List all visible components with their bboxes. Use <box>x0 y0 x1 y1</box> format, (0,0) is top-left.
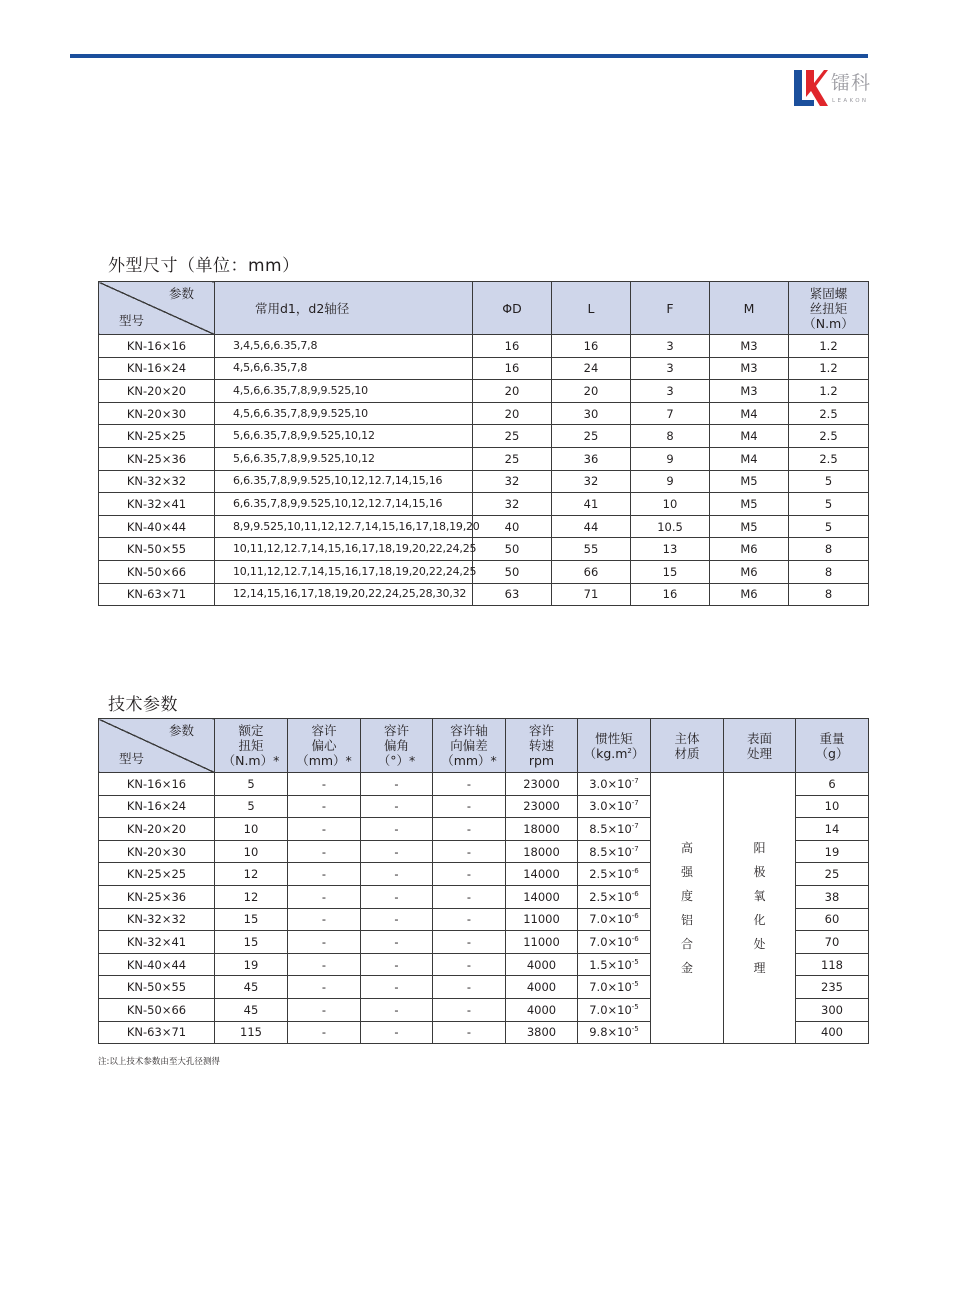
header-inertia-unit: （kg.m <box>583 745 628 761</box>
cell-screw-torque: 5 <box>789 470 869 493</box>
cell-inertia <box>578 795 651 818</box>
header-angle-line1: 容许 <box>383 723 409 738</box>
cell-f: 3 <box>631 335 710 358</box>
header-weight-line2: （g） <box>815 745 849 761</box>
cell-angle: - <box>361 931 433 954</box>
cell-model: KN-25×25 <box>99 863 215 886</box>
specs-header-param-label: 参数 <box>168 723 194 738</box>
cell-offset: - <box>288 818 361 841</box>
dimensions-table-body <box>99 335 869 606</box>
cell-speed: 14000 <box>506 863 578 886</box>
cell-speed: 14000 <box>506 885 578 908</box>
table-row <box>99 515 869 538</box>
header-offset <box>288 719 361 773</box>
cell-m: M4 <box>710 425 789 448</box>
header-rated-torque-line3: （N.m）* <box>222 753 280 768</box>
table-row <box>99 380 869 403</box>
cell-inertia <box>578 773 651 796</box>
table-row <box>99 335 869 358</box>
cell-l: 20 <box>552 380 631 403</box>
inertia-exponent: -6 <box>631 867 639 876</box>
cell-inertia <box>578 998 651 1021</box>
cell-rated-torque: 115 <box>215 1021 288 1044</box>
cell-rated-torque: 12 <box>215 863 288 886</box>
cell-rated-torque: 45 <box>215 998 288 1021</box>
inertia-base: 2.5×10 <box>589 867 632 882</box>
header-inertia <box>578 719 651 773</box>
cell-offset: - <box>288 885 361 908</box>
cell-screw-torque: 2.5 <box>789 425 869 448</box>
cell-model: KN-25×36 <box>99 447 215 470</box>
inertia-exponent: -7 <box>631 799 639 808</box>
cell-axial: - <box>433 863 506 886</box>
cell-bore: 5,6,6.35,7,8,9,9.525,10,12 <box>215 447 473 470</box>
header-axial-line3: （mm）* <box>441 753 497 768</box>
cell-bore: 4,5,6,6.35,7,8,9,9.525,10 <box>215 380 473 403</box>
cell-d: 32 <box>473 493 552 516</box>
cell-l: 30 <box>552 402 631 425</box>
header-l: L <box>552 282 631 335</box>
surface-char: 处 <box>753 937 766 952</box>
cell-angle: - <box>361 953 433 976</box>
inertia-exponent: -5 <box>631 980 639 989</box>
cell-d: 32 <box>473 470 552 493</box>
surface-char: 化 <box>753 913 766 928</box>
table-row <box>99 357 869 380</box>
surface-char: 极 <box>753 865 766 880</box>
cell-f: 10 <box>631 493 710 516</box>
cell-f: 7 <box>631 402 710 425</box>
cell-model: KN-32×32 <box>99 908 215 931</box>
specs-header-model-label: 型号 <box>119 751 145 766</box>
header-param-label: 参数 <box>168 286 194 301</box>
cell-d: 40 <box>473 515 552 538</box>
cell-inertia <box>578 885 651 908</box>
inertia-base: 3.0×10 <box>589 799 632 814</box>
cell-inertia <box>578 818 651 841</box>
header-screw-torque-line1: 紧固螺 <box>809 285 848 301</box>
cell-weight: 6 <box>796 773 869 796</box>
inertia-base: 2.5×10 <box>589 889 632 904</box>
cell-screw-torque: 1.2 <box>789 335 869 358</box>
cell-speed: 4000 <box>506 976 578 999</box>
cell-angle: - <box>361 818 433 841</box>
cell-rated-torque: 12 <box>215 885 288 908</box>
cell-model: KN-16×24 <box>99 795 215 818</box>
cell-l: 16 <box>552 335 631 358</box>
cell-axial: - <box>433 818 506 841</box>
header-material <box>651 719 724 773</box>
cell-f: 15 <box>631 560 710 583</box>
cell-axial: - <box>433 976 506 999</box>
cell-m: M5 <box>710 515 789 538</box>
cell-rated-torque: 15 <box>215 908 288 931</box>
cell-f: 16 <box>631 583 710 606</box>
cell-model: KN-50×55 <box>99 538 215 561</box>
cell-bore: 12,14,15,16,17,18,19,20,22,24,25,28,30,32 <box>215 583 473 606</box>
header-offset-line1: 容许 <box>311 723 337 738</box>
surface-char: 氧 <box>753 889 766 904</box>
cell-speed: 11000 <box>506 908 578 931</box>
cell-d: 25 <box>473 425 552 448</box>
table-row <box>99 402 869 425</box>
cell-weight: 10 <box>796 795 869 818</box>
cell-m: M3 <box>710 357 789 380</box>
cell-l: 71 <box>552 583 631 606</box>
cell-speed: 4000 <box>506 953 578 976</box>
cell-axial: - <box>433 840 506 863</box>
table-row <box>99 447 869 470</box>
cell-bore: 4,5,6,6.35,7,8 <box>215 357 473 380</box>
surface-char: 阳 <box>753 841 766 856</box>
header-weight-line1: 重量 <box>819 730 845 746</box>
cell-weight: 400 <box>796 1021 869 1044</box>
table-row <box>99 773 869 796</box>
header-inertia-line2 <box>578 746 650 761</box>
cell-f: 9 <box>631 447 710 470</box>
cell-model: KN-16×16 <box>99 773 215 796</box>
header-rated-torque <box>215 719 288 773</box>
header-speed-line2: 转速 <box>528 738 554 753</box>
material-char: 高 <box>680 841 693 856</box>
header-surface-line2: 处理 <box>746 745 772 761</box>
header-speed-line3: rpm <box>528 753 555 768</box>
cell-d: 25 <box>473 447 552 470</box>
cell-offset: - <box>288 863 361 886</box>
cell-d: 50 <box>473 538 552 561</box>
cell-rated-torque: 5 <box>215 795 288 818</box>
cell-model: KN-63×71 <box>99 583 215 606</box>
cell-screw-torque: 2.5 <box>789 447 869 470</box>
header-inertia-close: ） <box>631 745 645 761</box>
inertia-exponent: -6 <box>631 912 639 921</box>
inertia-base: 3.0×10 <box>589 776 632 791</box>
table-row <box>99 470 869 493</box>
cell-inertia <box>578 1021 651 1044</box>
cell-offset: - <box>288 773 361 796</box>
cell-m: M5 <box>710 470 789 493</box>
logo-cn-text: 镭科 <box>831 72 872 94</box>
cell-screw-torque: 8 <box>789 560 869 583</box>
cell-weight: 38 <box>796 885 869 908</box>
inertia-base: 9.8×10 <box>589 1025 632 1040</box>
cell-angle: - <box>361 863 433 886</box>
brand-logo <box>794 70 874 110</box>
cell-model: KN-50×66 <box>99 560 215 583</box>
cell-rated-torque: 19 <box>215 953 288 976</box>
cell-m: M3 <box>710 380 789 403</box>
header-d: ΦD <box>473 282 552 335</box>
cell-weight: 300 <box>796 998 869 1021</box>
cell-weight: 235 <box>796 976 869 999</box>
header-material-line1: 主体 <box>674 730 700 746</box>
cell-model: KN-20×30 <box>99 402 215 425</box>
header-surface-line1: 表面 <box>746 730 772 746</box>
header-angle-line3: （°）* <box>377 753 416 768</box>
cell-f: 10.5 <box>631 515 710 538</box>
inertia-base: 1.5×10 <box>589 957 632 972</box>
cell-model: KN-20×20 <box>99 818 215 841</box>
cell-angle: - <box>361 885 433 908</box>
cell-offset: - <box>288 976 361 999</box>
header-bore: 常用d1，d2轴径 <box>215 282 473 335</box>
cell-m: M6 <box>710 583 789 606</box>
cell-angle: - <box>361 908 433 931</box>
cell-axial: - <box>433 885 506 908</box>
cell-f: 8 <box>631 425 710 448</box>
cell-inertia <box>578 863 651 886</box>
header-diagonal-cell <box>99 282 215 335</box>
cell-m: M6 <box>710 538 789 561</box>
cell-f: 3 <box>631 380 710 403</box>
cell-d: 63 <box>473 583 552 606</box>
header-speed-line1: 容许 <box>528 723 554 738</box>
logo-en-text: LEAKON <box>832 98 869 104</box>
cell-model: KN-25×25 <box>99 425 215 448</box>
header-speed <box>506 719 578 773</box>
cell-material <box>651 773 724 1044</box>
cell-model: KN-50×55 <box>99 976 215 999</box>
header-screw-torque-line3: （N.m） <box>803 315 854 331</box>
cell-offset: - <box>288 998 361 1021</box>
cell-speed: 11000 <box>506 931 578 954</box>
inertia-exponent: -5 <box>631 1025 639 1034</box>
cell-bore: 4,5,6,6.35,7,8,9,9.525,10 <box>215 402 473 425</box>
cell-f: 9 <box>631 470 710 493</box>
table-row <box>99 425 869 448</box>
cell-speed: 18000 <box>506 818 578 841</box>
inertia-base: 7.0×10 <box>589 980 632 995</box>
header-inertia-line1: 惯性矩 <box>595 730 633 746</box>
inertia-exponent: -5 <box>631 957 639 966</box>
inertia-exponent: -6 <box>631 889 639 898</box>
cell-angle: - <box>361 976 433 999</box>
cell-offset: - <box>288 1021 361 1044</box>
cell-bore: 6,6.35,7,8,9,9.525,10,12,12.7,14,15,16 <box>215 493 473 516</box>
cell-angle: - <box>361 998 433 1021</box>
inertia-exponent: -6 <box>631 935 639 944</box>
cell-l: 25 <box>552 425 631 448</box>
header-angle <box>361 719 433 773</box>
cell-m: M4 <box>710 447 789 470</box>
header-axial-line2: 向偏差 <box>450 738 488 753</box>
cell-inertia <box>578 931 651 954</box>
cell-m: M4 <box>710 402 789 425</box>
cell-bore: 8,9,9.525,10,11,12,12.7,14,15,16,17,18,19,20 <box>215 515 473 538</box>
header-weight <box>796 719 869 773</box>
header-offset-line3: （mm）* <box>296 753 352 768</box>
cell-inertia <box>578 840 651 863</box>
cell-model: KN-40×44 <box>99 515 215 538</box>
table-row <box>99 538 869 561</box>
section-title-dimensions: 外型尺寸（单位：mm） <box>108 256 300 276</box>
cell-f: 3 <box>631 357 710 380</box>
cell-l: 55 <box>552 538 631 561</box>
cell-d: 50 <box>473 560 552 583</box>
specs-header-diagonal-cell <box>99 719 215 773</box>
cell-model: KN-32×41 <box>99 931 215 954</box>
cell-l: 24 <box>552 357 631 380</box>
top-rule <box>70 54 868 58</box>
inertia-exponent: -7 <box>631 822 639 831</box>
cell-l: 66 <box>552 560 631 583</box>
cell-model: KN-50×66 <box>99 998 215 1021</box>
specs-table <box>98 718 869 1044</box>
specs-table-body <box>99 773 869 1044</box>
cell-model: KN-16×16 <box>99 335 215 358</box>
table-row <box>99 493 869 516</box>
cell-axial: - <box>433 773 506 796</box>
cell-speed: 3800 <box>506 1021 578 1044</box>
header-material-line2: 材质 <box>674 745 700 761</box>
cell-d: 20 <box>473 380 552 403</box>
cell-weight: 14 <box>796 818 869 841</box>
header-model-label: 型号 <box>119 313 145 328</box>
inertia-base: 8.5×10 <box>589 821 632 836</box>
cell-screw-torque: 5 <box>789 493 869 516</box>
cell-speed: 18000 <box>506 840 578 863</box>
cell-surface <box>724 773 796 1044</box>
inertia-base: 7.0×10 <box>589 1002 632 1017</box>
cell-axial: - <box>433 998 506 1021</box>
cell-offset: - <box>288 908 361 931</box>
cell-m: M3 <box>710 335 789 358</box>
cell-model: KN-32×32 <box>99 470 215 493</box>
cell-model: KN-32×41 <box>99 493 215 516</box>
header-m: M <box>710 282 789 335</box>
cell-screw-torque: 5 <box>789 515 869 538</box>
material-char: 铝 <box>680 913 693 928</box>
cell-angle: - <box>361 773 433 796</box>
cell-d: 20 <box>473 402 552 425</box>
cell-weight: 19 <box>796 840 869 863</box>
cell-inertia <box>578 908 651 931</box>
cell-m: M5 <box>710 493 789 516</box>
cell-angle: - <box>361 840 433 863</box>
header-screw-torque <box>789 282 869 335</box>
footnote: 注:以上技术参数由至大孔径测得 <box>98 1057 220 1067</box>
cell-bore: 5,6,6.35,7,8,9,9.525,10,12 <box>215 425 473 448</box>
material-char: 合 <box>680 937 693 952</box>
cell-angle: - <box>361 795 433 818</box>
cell-bore: 10,11,12,12.7,14,15,16,17,18,19,20,22,24,25 <box>215 538 473 561</box>
header-axial <box>433 719 506 773</box>
cell-angle: - <box>361 1021 433 1044</box>
header-rated-torque-line2: 扭矩 <box>238 738 264 753</box>
cell-l: 44 <box>552 515 631 538</box>
cell-model: KN-40×44 <box>99 953 215 976</box>
cell-weight: 25 <box>796 863 869 886</box>
cell-rated-torque: 15 <box>215 931 288 954</box>
cell-axial: - <box>433 908 506 931</box>
cell-screw-torque: 2.5 <box>789 402 869 425</box>
cell-bore: 3,4,5,6,6.35,7,8 <box>215 335 473 358</box>
cell-model: KN-20×20 <box>99 380 215 403</box>
cell-offset: - <box>288 795 361 818</box>
cell-l: 41 <box>552 493 631 516</box>
cell-inertia <box>578 953 651 976</box>
cell-d: 16 <box>473 357 552 380</box>
cell-m: M6 <box>710 560 789 583</box>
table-row <box>99 560 869 583</box>
cell-rated-torque: 5 <box>215 773 288 796</box>
inertia-base: 7.0×10 <box>589 934 632 949</box>
header-f: F <box>631 282 710 335</box>
cell-model: KN-25×36 <box>99 885 215 908</box>
header-offset-line2: 偏心 <box>311 738 337 753</box>
inertia-base: 8.5×10 <box>589 844 632 859</box>
cell-speed: 23000 <box>506 795 578 818</box>
cell-l: 36 <box>552 447 631 470</box>
header-surface <box>724 719 796 773</box>
table-row <box>99 583 869 606</box>
cell-l: 32 <box>552 470 631 493</box>
cell-bore: 6,6.35,7,8,9,9.525,10,12,12.7,14,15,16 <box>215 470 473 493</box>
cell-rated-torque: 10 <box>215 818 288 841</box>
header-rated-torque-line1: 额定 <box>238 723 264 738</box>
cell-screw-torque: 1.2 <box>789 380 869 403</box>
cell-speed: 4000 <box>506 998 578 1021</box>
inertia-base: 7.0×10 <box>589 912 632 927</box>
cell-screw-torque: 8 <box>789 538 869 561</box>
cell-model: KN-20×30 <box>99 840 215 863</box>
cell-offset: - <box>288 953 361 976</box>
cell-f: 13 <box>631 538 710 561</box>
cell-weight: 60 <box>796 908 869 931</box>
cell-rated-torque: 45 <box>215 976 288 999</box>
inertia-exponent: -7 <box>631 776 639 785</box>
header-angle-line2: 偏角 <box>383 738 409 753</box>
material-char: 强 <box>680 865 693 880</box>
cell-axial: - <box>433 795 506 818</box>
cell-bore: 10,11,12,12.7,14,15,16,17,18,19,20,22,24,25 <box>215 560 473 583</box>
header-screw-torque-line2: 丝扭矩 <box>809 300 848 316</box>
surface-char: 理 <box>753 961 766 976</box>
cell-inertia <box>578 976 651 999</box>
inertia-exponent: -7 <box>631 844 639 853</box>
section-title-specs: 技术参数 <box>108 695 178 715</box>
cell-weight: 118 <box>796 953 869 976</box>
logo-mark-icon <box>794 70 828 106</box>
cell-offset: - <box>288 931 361 954</box>
inertia-exponent: -5 <box>631 1002 639 1011</box>
material-char: 度 <box>680 889 693 904</box>
material-char: 金 <box>680 961 693 976</box>
cell-weight: 70 <box>796 931 869 954</box>
cell-model: KN-16×24 <box>99 357 215 380</box>
cell-speed: 23000 <box>506 773 578 796</box>
cell-rated-torque: 10 <box>215 840 288 863</box>
dimensions-table <box>98 281 869 606</box>
header-axial-line1: 容许轴 <box>450 723 488 738</box>
cell-d: 16 <box>473 335 552 358</box>
cell-screw-torque: 1.2 <box>789 357 869 380</box>
header-inertia-sup: 2 <box>627 746 632 755</box>
cell-offset: - <box>288 840 361 863</box>
cell-screw-torque: 8 <box>789 583 869 606</box>
cell-model: KN-63×71 <box>99 1021 215 1044</box>
cell-axial: - <box>433 1021 506 1044</box>
cell-axial: - <box>433 953 506 976</box>
cell-axial: - <box>433 931 506 954</box>
